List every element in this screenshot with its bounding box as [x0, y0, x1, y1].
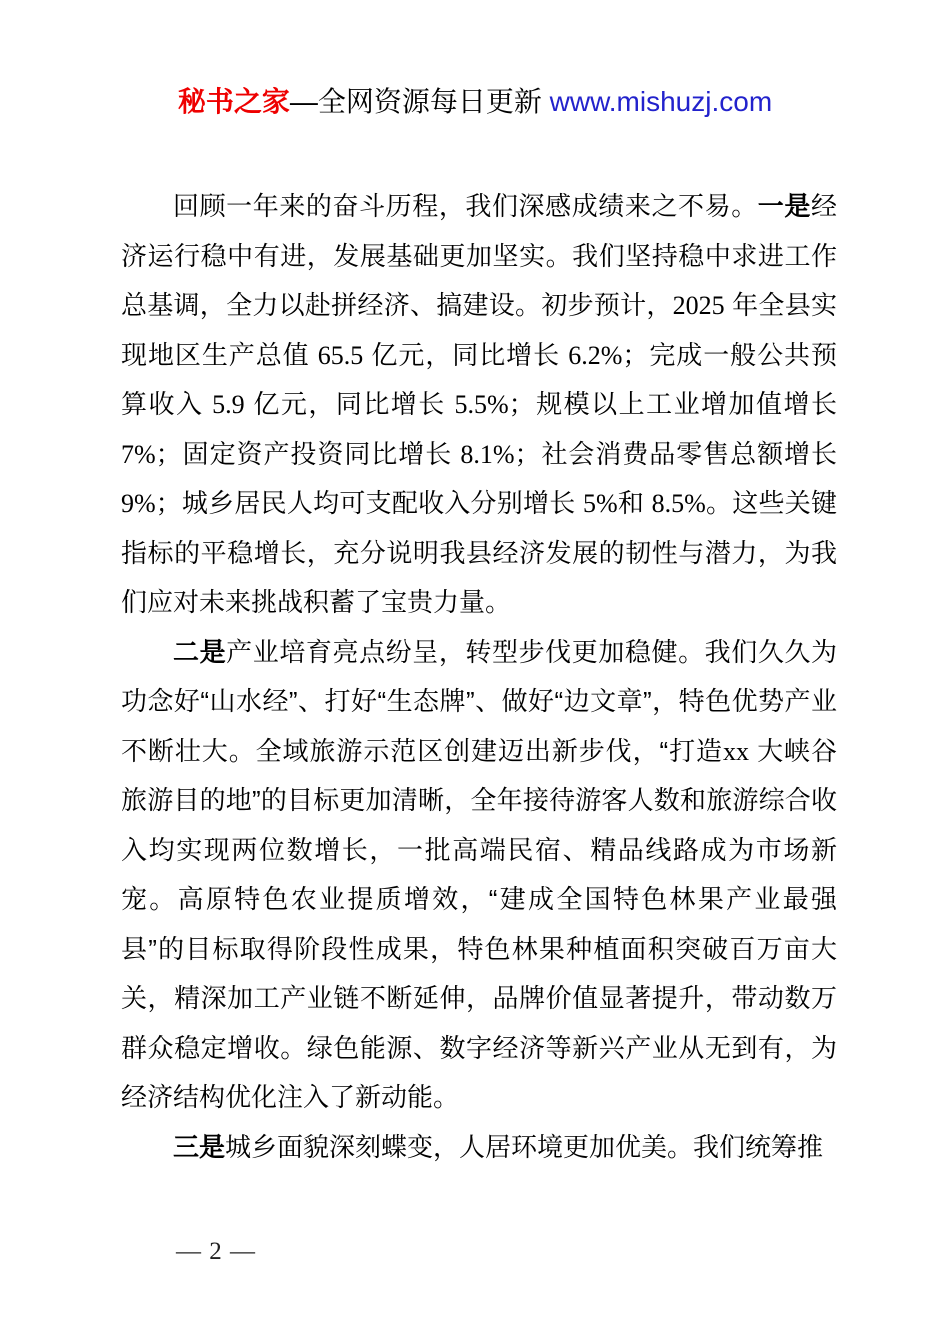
- body-text: 亿元，同比增长: [363, 339, 569, 370]
- body-text: ；规模以上工业增加值增长: [508, 389, 837, 419]
- body-text: 和: [617, 488, 652, 518]
- body-text: 城乡面貌深刻蝶变，人居环境更加优美。我们统筹推: [225, 1131, 824, 1162]
- body-text: ；固定资产投资同比增长: [155, 438, 461, 469]
- body-text: ；城乡居民人均可支配收入分别增长: [155, 488, 583, 518]
- paragraph: [121, 628, 837, 1123]
- body-text: 回顾一年来的奋斗历程，我们深感成绩来之不易。: [173, 191, 758, 221]
- body-text: 产业培育亮点纷呈，转型步伐更加稳健。我们久久为功念好“山水经”、打好“生态牌”、做好“边文章”，特色优势产业不断壮大。全域旅游示范区创建迈出新步伐，“打造: [121, 636, 837, 766]
- latin-text: 5%: [582, 489, 618, 518]
- paragraph: [121, 182, 837, 628]
- document-body: [121, 182, 837, 1172]
- page-number: — 2 —: [176, 1238, 256, 1265]
- latin-text: xx: [722, 736, 749, 766]
- body-text: 亿元，同比增长: [244, 389, 455, 419]
- site-url-link[interactable]: www.mishuzj.com: [549, 86, 773, 117]
- body-text: ；社会消费品零售总额增长: [514, 438, 837, 469]
- latin-text: 9%: [121, 489, 156, 518]
- site-tagline: —全网资源每日更新: [289, 86, 550, 117]
- body-text: 大峡谷旅游目的地”的目标更加清晰，全年接待游客人数和旅游综合收入均实现两位数增长，一批高端民宿、精品线路成为市场新宠。高原特色农业提质增效，“建成全国特色林果产业最强县”的目标取得阶段性成果，特色林果种植面积突破百万亩大关，精深加工产业链不断延伸，品牌价值显著提升，带动数万群众稳定增收。绿色能源、数字经济等新兴产业从无到有，为经济结构优化注入了新动能。: [121, 735, 837, 1112]
- site-brand: 秘书之家: [177, 86, 290, 117]
- emphasis-text: 二是: [173, 636, 227, 667]
- emphasis-text: 三是: [173, 1131, 226, 1162]
- body-text: ；完成一般公共预算收入: [121, 339, 837, 419]
- body-text: 年全县实现地区生产总值: [121, 290, 837, 370]
- emphasis-text: 一是: [757, 191, 811, 221]
- latin-text: 6.2%: [568, 340, 623, 370]
- paragraph: [121, 1123, 837, 1173]
- body-text: 。这些关键指标的平稳增长，充分说明我县经济发展的韧性与潜力，为我们应对未来挑战积蓄了宝贵力量。: [121, 488, 837, 617]
- body-text: 经济运行稳中有进，发展基础更加坚实。我们坚持稳中求进工作总基调，全力以赴拼经济、搞建设。初步预计，: [121, 191, 837, 320]
- latin-text: 8.5%: [651, 489, 706, 518]
- latin-text: 5.9: [212, 390, 245, 419]
- latin-text: 65.5: [317, 340, 364, 370]
- latin-text: 7%: [121, 439, 156, 469]
- site-header: [0, 84, 950, 120]
- latin-text: 2025: [672, 291, 725, 320]
- latin-text: 8.1%: [460, 439, 515, 469]
- latin-text: 5.5%: [454, 390, 509, 419]
